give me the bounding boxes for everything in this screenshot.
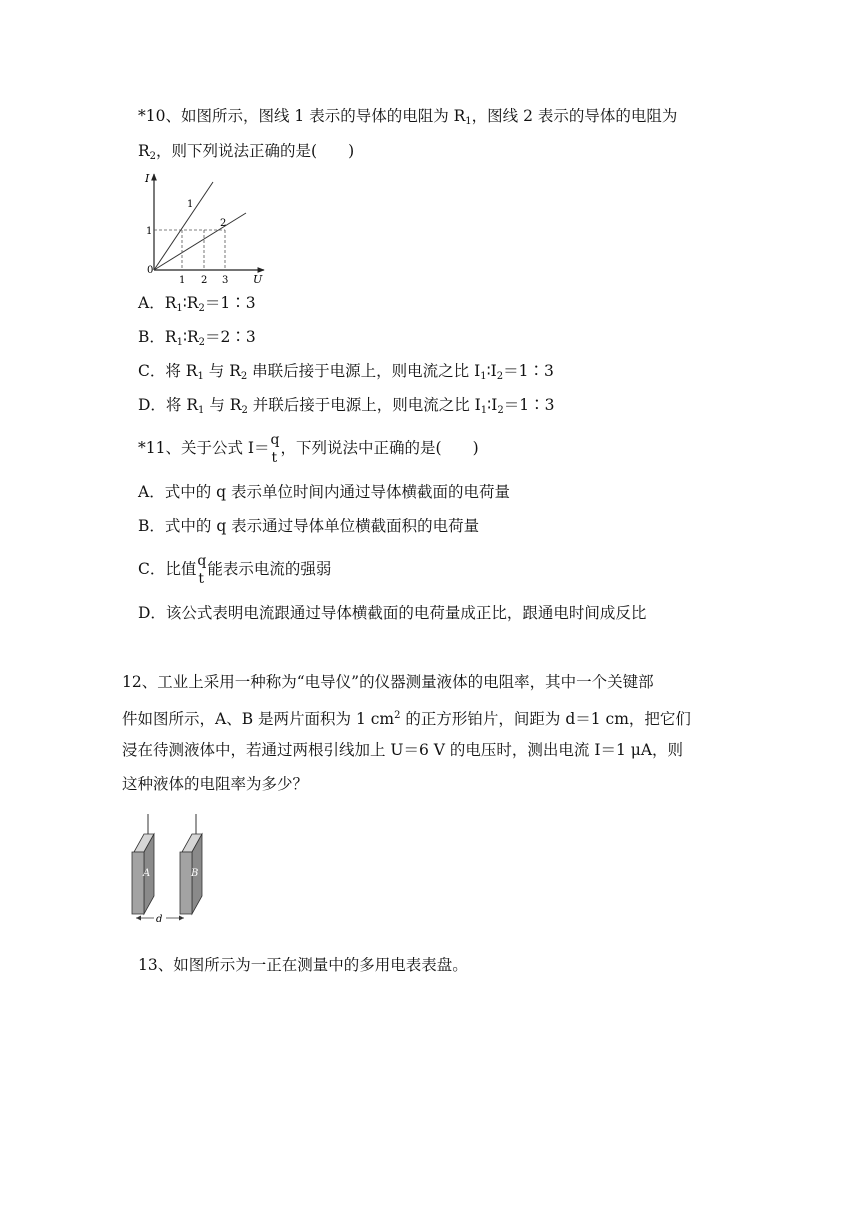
q10-option-c: C．将 $R_1$ 与 $R_2$ 串联后接于电源上，则电流之比 $I_1∶I_2=1∶3$ <box>138 362 554 382</box>
plate-a-label: A <box>143 868 151 879</box>
line-label-2: 2 <box>220 218 227 229</box>
q12-line4: 这种液体的电阻率为多少？ <box>122 775 309 793</box>
q11-option-c: C．比值 q t 能表示电流的强弱 <box>138 553 332 587</box>
gap-label: d <box>156 914 163 925</box>
q11-option-a: A．式中的 q 表示单位时间内通过导体横截面的电荷量 <box>138 483 510 501</box>
q12-line1: 12、工业上采用一种称为“电导仪”的仪器测量液体的电阻率，其中一个关键部 <box>122 673 654 691</box>
q12-line2: 件如图所示，A、B 是两片面积为 1 $cm^2$ 的正方形铂片，间距为 d＝1 cm，把它们 <box>122 710 691 728</box>
plate-b <box>180 852 192 914</box>
plate-a <box>132 852 144 914</box>
graph-line-2 <box>154 213 246 270</box>
x-tick-2: 2 <box>201 275 208 286</box>
formula-fraction: q t <box>270 432 280 466</box>
ratio-fraction: q t <box>197 553 207 587</box>
y-axis-label: I <box>145 172 150 185</box>
q11-option-b: B．式中的 q 表示通过导体单位横截面积的电荷量 <box>138 517 480 535</box>
q11-stem: *11、关于公式 I＝ q t ，下列说法中正确的是( ) <box>138 432 479 466</box>
q10-option-d: D．将 $R_1$ 与 $R_2$ 并联后接于电源上，则电流之比 $I_1∶I_2=1∶3$ <box>138 396 555 416</box>
x-tick-1: 1 <box>179 275 186 286</box>
x-axis-label: U <box>253 273 263 286</box>
plate-b-label: B <box>191 868 199 879</box>
q10-stem-line2: $R_2$，则下列说法正确的是( ) <box>138 142 355 162</box>
origin-label: 0 <box>147 265 154 276</box>
q10-stem-line1: *10、如图所示，图线 1 表示的导体的电阻为 $R_1$，图线 2 表示的导体的电阻为 <box>138 107 678 127</box>
y-tick-1: 1 <box>146 226 153 237</box>
x-tick-3: 3 <box>222 275 229 286</box>
q10-option-a: A．$R_1∶R_2=1∶3$ <box>138 294 256 314</box>
q12-line3: 浸在待测液体中，若通过两根引线加上 U＝6 V 的电压时，测出电流 I＝1 μA，则 <box>122 741 684 759</box>
q10-option-b: B．$R_1∶R_2=2∶3$ <box>138 328 256 348</box>
iu-graph <box>140 170 270 288</box>
electrode-figure <box>118 812 228 930</box>
q13-stem: 13、如图所示为一正在测量中的多用电表表盘。 <box>138 956 468 974</box>
q11-option-d: D．该公式表明电流跟通过导体横截面的电荷量成正比，跟通电时间成反比 <box>138 604 647 622</box>
line-label-1: 1 <box>187 199 194 210</box>
